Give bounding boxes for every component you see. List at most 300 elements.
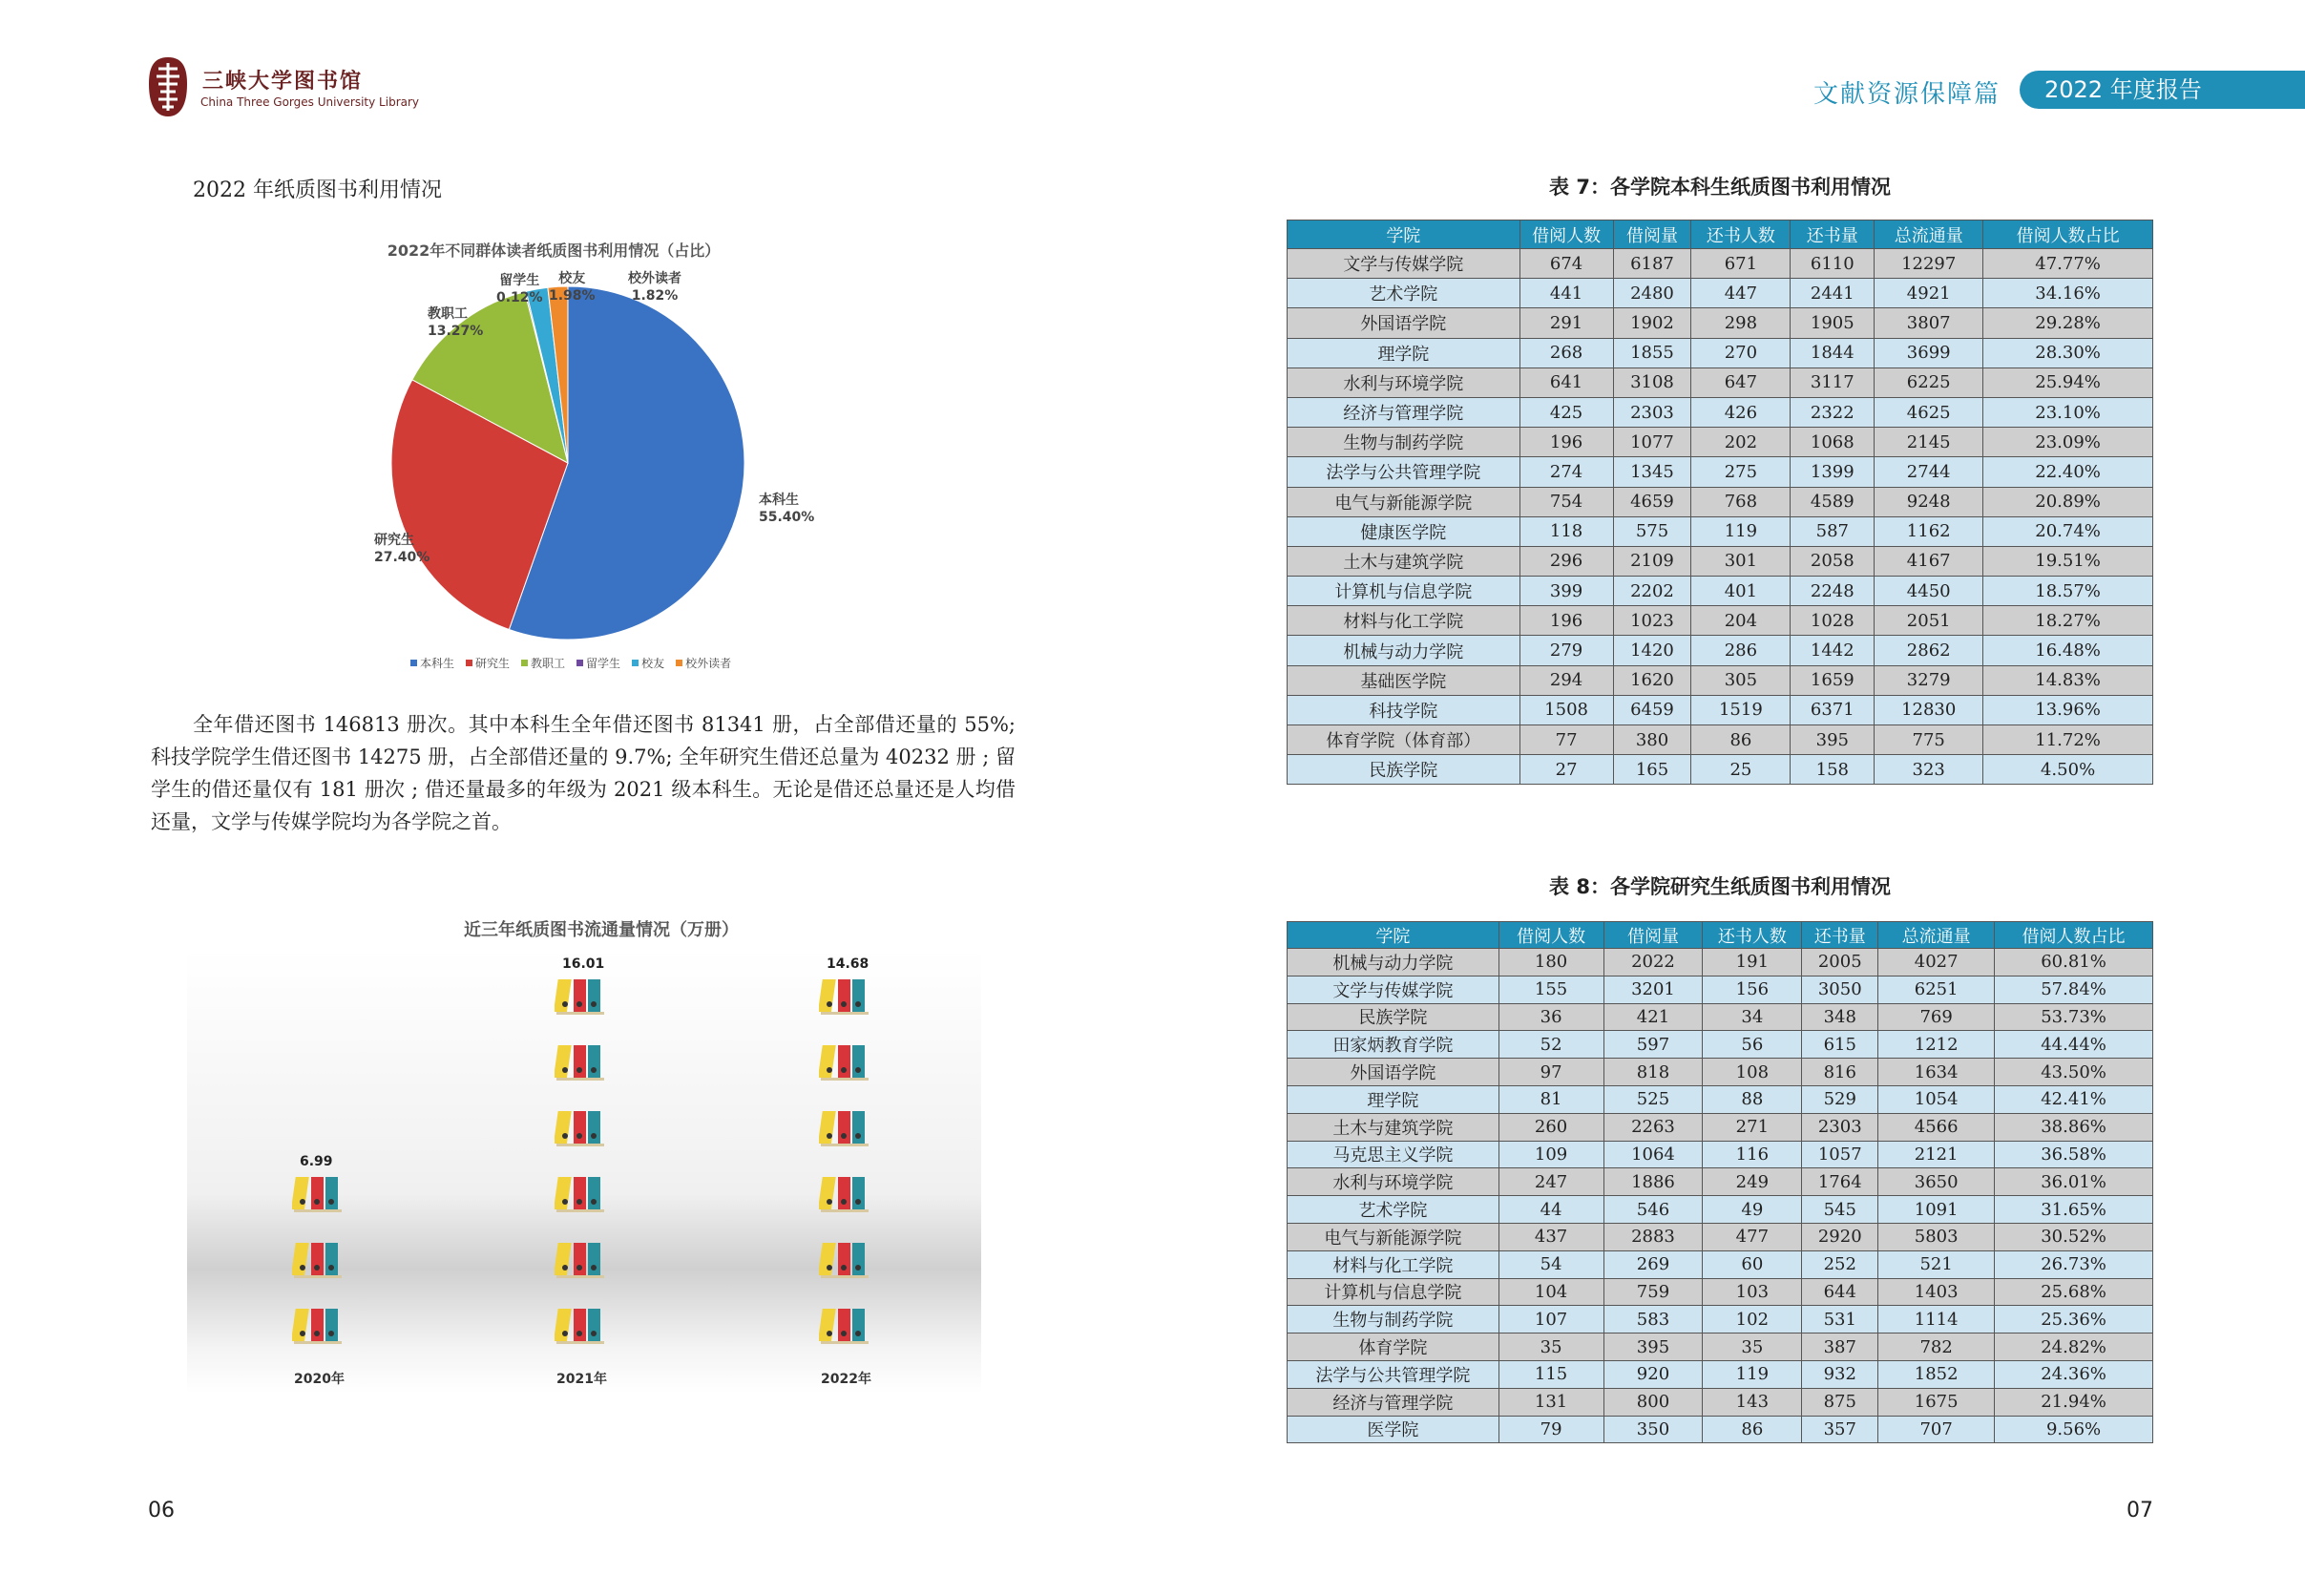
table7-value-cell: 19.51%: [1983, 546, 2153, 576]
legend-swatch: [676, 660, 682, 666]
table8-value-cell: 57.84%: [1995, 976, 2153, 1003]
table7-value-cell: 6187: [1613, 249, 1691, 279]
table7-row: [1288, 695, 2153, 724]
table8-value-cell: 3050: [1802, 976, 1878, 1003]
table7-header-cell: 借阅量: [1613, 220, 1691, 249]
table7-header-cell: 还书量: [1791, 220, 1875, 249]
pie-label-value: 1.98%: [549, 288, 596, 304]
table7-value-cell: 6371: [1791, 695, 1875, 724]
table7-value-cell: 399: [1519, 577, 1613, 606]
table8-value-cell: 437: [1498, 1223, 1603, 1250]
table7-college-cell: 基础医学院: [1288, 665, 1520, 695]
table8-value-cell: 36.58%: [1995, 1141, 2153, 1168]
table8-value-cell: 31.65%: [1995, 1196, 2153, 1224]
table8-value-cell: 156: [1703, 976, 1802, 1003]
table8-row: [1288, 1388, 2153, 1416]
table8-value-cell: 109: [1498, 1141, 1603, 1168]
table8-value-cell: 155: [1498, 976, 1603, 1003]
pie-label-4: [549, 270, 596, 304]
table7-value-cell: 20.74%: [1983, 516, 2153, 546]
table8-value-cell: 2303: [1802, 1113, 1878, 1141]
table8-row: [1288, 1416, 2153, 1443]
table7-value-cell: 1442: [1791, 636, 1875, 665]
table7-row: [1288, 338, 2153, 368]
table8-value-cell: 247: [1498, 1168, 1603, 1196]
pie-label-2: [428, 305, 483, 340]
table7-value-cell: 158: [1791, 755, 1875, 785]
table8-value-cell: 97: [1498, 1059, 1603, 1086]
table8-value-cell: 1064: [1603, 1141, 1703, 1168]
table7-value-cell: 20.89%: [1983, 487, 2153, 516]
table7-row: [1288, 755, 2153, 785]
table8-value-cell: 875: [1802, 1388, 1878, 1416]
table8-college-cell: 经济与管理学院: [1288, 1388, 1499, 1416]
legend-label: 留学生: [586, 657, 621, 670]
table8-value-cell: 1403: [1878, 1278, 1995, 1306]
table7-value-cell: 2202: [1613, 577, 1691, 606]
table7-value-cell: 11.72%: [1983, 725, 2153, 755]
table8-value-cell: 191: [1703, 949, 1802, 976]
table8-value-cell: 21.94%: [1995, 1388, 2153, 1416]
table8-header-row: [1288, 922, 2153, 949]
table7-value-cell: 441: [1519, 279, 1613, 308]
table7-college-cell: 文学与传媒学院: [1288, 249, 1520, 279]
table7-value-cell: 13.96%: [1983, 695, 2153, 724]
table8-value-cell: 86: [1703, 1416, 1802, 1443]
table8-header-cell: 借阅人数: [1498, 922, 1603, 949]
table7-value-cell: 196: [1519, 606, 1613, 636]
table7-value-cell: 3117: [1791, 368, 1875, 397]
table7-college-cell: 计算机与信息学院: [1288, 577, 1520, 606]
table8-value-cell: 4027: [1878, 949, 1995, 976]
table7-value-cell: 6459: [1613, 695, 1691, 724]
table7-value-cell: 4.50%: [1983, 755, 2153, 785]
bar-binder-icon: [555, 1307, 608, 1345]
table7-value-cell: 6225: [1875, 368, 1983, 397]
table8-college-cell: 材料与化工学院: [1288, 1250, 1499, 1278]
bar-binder-icon: [292, 1241, 346, 1279]
summary-text: 全年借还图书 146813 册次。其中本科生全年借还图书 81341 册，占全部借还量的 55%; 科技学院学生借还图书 14275 册，占全部借还量的 9.7%; 全年研究生借还总量为 40232 册 ; 留学生的借还量仅有 181 册次 ; 借还量最多的年级为 2021 级本科生。无论是借还总量还是人均借还量，文学与传媒学院均为各学院之首。: [151, 713, 1016, 833]
pie-label-value: 1.82%: [631, 288, 679, 304]
bar-binder-icon: [819, 1307, 872, 1345]
table7-row: [1288, 428, 2153, 457]
pie-label-3: [496, 272, 543, 306]
bar-binder-icon: [292, 1175, 346, 1213]
table8-row: [1288, 1250, 2153, 1278]
table8-value-cell: 477: [1703, 1223, 1802, 1250]
table7-value-cell: 775: [1875, 725, 1983, 755]
table7-value-cell: 301: [1691, 546, 1791, 576]
table7-value-cell: 4589: [1791, 487, 1875, 516]
legend-label: 本科生: [420, 657, 455, 670]
table7-value-cell: 1068: [1791, 428, 1875, 457]
table7-value-cell: 1844: [1791, 338, 1875, 368]
bar-chart: [187, 949, 981, 1394]
table8-value-cell: 44: [1498, 1196, 1603, 1224]
table7-value-cell: 1345: [1613, 457, 1691, 487]
table8-row: [1288, 1360, 2153, 1388]
table7-value-cell: 1420: [1613, 636, 1691, 665]
legend-item: [410, 655, 454, 671]
summary-paragraph: [151, 708, 1016, 838]
table8-row: [1288, 1196, 2153, 1224]
table7-value-cell: 2441: [1791, 279, 1875, 308]
table7-college-cell: 艺术学院: [1288, 279, 1520, 308]
table8-value-cell: 260: [1498, 1113, 1603, 1141]
table8-value-cell: 5803: [1878, 1223, 1995, 1250]
table7-value-cell: 2862: [1875, 636, 1983, 665]
pie-label-name: 研究生: [374, 533, 414, 548]
table7-row: [1288, 279, 2153, 308]
table8-value-cell: 1675: [1878, 1388, 1995, 1416]
table8-college-cell: 文学与传媒学院: [1288, 976, 1499, 1003]
table7-value-cell: 25.94%: [1983, 368, 2153, 397]
table7-college-cell: 健康医学院: [1288, 516, 1520, 546]
table8-value-cell: 54: [1498, 1250, 1603, 1278]
bar-category-label: 2022年: [821, 1372, 871, 1387]
table7-value-cell: 1659: [1791, 665, 1875, 695]
table7-value-cell: 447: [1691, 279, 1791, 308]
table7-caption: 表 7：各学院本科生纸质图书利用情况: [1549, 176, 1891, 199]
table7-value-cell: 3699: [1875, 338, 1983, 368]
table7-row: [1288, 308, 2153, 338]
table7-value-cell: 4921: [1875, 279, 1983, 308]
table7-value-cell: 12297: [1875, 249, 1983, 279]
table8-value-cell: 1852: [1878, 1360, 1995, 1388]
legend-swatch: [521, 660, 528, 666]
report-year-badge: 2022 年度报告: [2020, 71, 2305, 109]
table8-value-cell: 25.68%: [1995, 1278, 2153, 1306]
table8-header-cell: 还书量: [1802, 922, 1878, 949]
table7-row: [1288, 546, 2153, 576]
table7-value-cell: 587: [1791, 516, 1875, 546]
table8-value-cell: 271: [1703, 1113, 1802, 1141]
section-title: 文献资源保障篇: [1813, 80, 2001, 109]
table8-value-cell: 583: [1603, 1306, 1703, 1334]
pie-label-0: [759, 492, 814, 526]
table8-value-cell: 35: [1703, 1334, 1802, 1361]
table8-row: [1288, 1003, 2153, 1031]
table8-value-cell: 3650: [1878, 1168, 1995, 1196]
table8-value-cell: 525: [1603, 1085, 1703, 1113]
table7-value-cell: 2109: [1613, 546, 1691, 576]
legend-item: [521, 655, 565, 671]
table8-value-cell: 1764: [1802, 1168, 1878, 1196]
table8-value-cell: 2920: [1802, 1223, 1878, 1250]
table8-row: [1288, 1085, 2153, 1113]
table7-value-cell: 18.57%: [1983, 577, 2153, 606]
table7-value-cell: 4167: [1875, 546, 1983, 576]
table8-value-cell: 269: [1603, 1250, 1703, 1278]
table8-value-cell: 104: [1498, 1278, 1603, 1306]
table8-header-cell: 借阅人数占比: [1995, 922, 2153, 949]
table8-college-cell: 马克思主义学院: [1288, 1141, 1499, 1168]
table7-value-cell: 1855: [1613, 338, 1691, 368]
table8-value-cell: 30.52%: [1995, 1223, 2153, 1250]
legend-item: [676, 655, 731, 671]
table7-value-cell: 12830: [1875, 695, 1983, 724]
table8-header-cell: 总流通量: [1878, 922, 1995, 949]
table7-value-cell: 196: [1519, 428, 1613, 457]
table8-value-cell: 103: [1703, 1278, 1802, 1306]
pie-label-name: 教职工: [428, 306, 468, 322]
table7-value-cell: 2480: [1613, 279, 1691, 308]
table7-value-cell: 401: [1691, 577, 1791, 606]
table7-row: [1288, 368, 2153, 397]
table7-value-cell: 29.28%: [1983, 308, 2153, 338]
pie-label-name: 本科生: [759, 493, 799, 508]
table8-value-cell: 769: [1878, 1003, 1995, 1031]
table8-college-cell: 外国语学院: [1288, 1059, 1499, 1086]
page-number-left: 06: [148, 1499, 175, 1522]
pie-label-value: 0.12%: [496, 290, 543, 305]
legend-label: 教职工: [531, 657, 566, 670]
table7-row: [1288, 577, 2153, 606]
bar-category-label: 2020年: [294, 1372, 345, 1387]
table7-header-cell: 还书人数: [1691, 220, 1791, 249]
table8-college-cell: 医学院: [1288, 1416, 1499, 1443]
legend-swatch: [466, 660, 472, 666]
table7-header-cell: 借阅人数占比: [1983, 220, 2153, 249]
table7-college-cell: 电气与新能源学院: [1288, 487, 1520, 516]
bar-binder-icon: [819, 1109, 872, 1147]
table8-college-cell: 机械与动力学院: [1288, 949, 1499, 976]
table7-college-cell: 机械与动力学院: [1288, 636, 1520, 665]
table7-value-cell: 323: [1875, 755, 1983, 785]
table7-value-cell: 641: [1519, 368, 1613, 397]
table8-college-cell: 计算机与信息学院: [1288, 1278, 1499, 1306]
table7-value-cell: 23.09%: [1983, 428, 2153, 457]
table8-value-cell: 42.41%: [1995, 1085, 2153, 1113]
table8-row: [1288, 1306, 2153, 1334]
table7-value-cell: 270: [1691, 338, 1791, 368]
table8-value-cell: 35: [1498, 1334, 1603, 1361]
pie-label-name: 留学生: [499, 273, 540, 288]
table8-value-cell: 88: [1703, 1085, 1802, 1113]
bar-value-label: 16.01: [562, 956, 605, 972]
table8-row: [1288, 1334, 2153, 1361]
table8-value-cell: 131: [1498, 1388, 1603, 1416]
table8-value-cell: 81: [1498, 1085, 1603, 1113]
table8-value-cell: 357: [1802, 1416, 1878, 1443]
table7-value-cell: 2322: [1791, 397, 1875, 427]
table8-value-cell: 529: [1802, 1085, 1878, 1113]
table8-value-cell: 2263: [1603, 1113, 1703, 1141]
bar-binder-icon: [819, 1175, 872, 1213]
table8-row: [1288, 1031, 2153, 1059]
legend-swatch: [410, 660, 417, 666]
table8-value-cell: 2883: [1603, 1223, 1703, 1250]
bar-binder-icon: [555, 1043, 608, 1082]
table7-row: [1288, 487, 2153, 516]
table8-value-cell: 2121: [1878, 1141, 1995, 1168]
table7-college-cell: 水利与环境学院: [1288, 368, 1520, 397]
library-name-en: China Three Gorges University Library: [200, 95, 420, 109]
table8-value-cell: 9.56%: [1995, 1416, 2153, 1443]
table7-value-cell: 426: [1691, 397, 1791, 427]
table7-value-cell: 2303: [1613, 397, 1691, 427]
table8-value-cell: 546: [1603, 1196, 1703, 1224]
table8-value-cell: 252: [1802, 1250, 1878, 1278]
legend-label: 校友: [641, 657, 665, 670]
table7-row: [1288, 725, 2153, 755]
table7-value-cell: 118: [1519, 516, 1613, 546]
table7-value-cell: 3279: [1875, 665, 1983, 695]
table7-row: [1288, 636, 2153, 665]
table8-row: [1288, 1141, 2153, 1168]
table7-value-cell: 27: [1519, 755, 1613, 785]
table7-value-cell: 647: [1691, 368, 1791, 397]
library-name-cn: 三峡大学图书馆: [202, 69, 364, 94]
table8-value-cell: 421: [1603, 1003, 1703, 1031]
table8-value-cell: 60: [1703, 1250, 1802, 1278]
table8-value-cell: 348: [1802, 1003, 1878, 1031]
table8-value-cell: 25.36%: [1995, 1306, 2153, 1334]
table7-header-row: [1288, 220, 2153, 249]
table7-row: [1288, 457, 2153, 487]
legend-swatch: [576, 660, 583, 666]
table7-value-cell: 291: [1519, 308, 1613, 338]
legend-item: [466, 655, 510, 671]
table8-value-cell: 707: [1878, 1416, 1995, 1443]
table8-college-cell: 艺术学院: [1288, 1196, 1499, 1224]
table8-value-cell: 2005: [1802, 949, 1878, 976]
table7-header-cell: 借阅人数: [1519, 220, 1613, 249]
table8-row: [1288, 1168, 2153, 1196]
table7-value-cell: 1905: [1791, 308, 1875, 338]
table8-value-cell: 1634: [1878, 1059, 1995, 1086]
pie-label-value: 55.40%: [759, 510, 815, 525]
table7-value-cell: 754: [1519, 487, 1613, 516]
table7-value-cell: 14.83%: [1983, 665, 2153, 695]
table8: [1287, 921, 2153, 1443]
table7-row: [1288, 665, 2153, 695]
table7-value-cell: 9248: [1875, 487, 1983, 516]
table8-value-cell: 143: [1703, 1388, 1802, 1416]
table7: [1287, 220, 2153, 785]
table8-value-cell: 920: [1603, 1360, 1703, 1388]
table8-header-cell: 学院: [1288, 922, 1499, 949]
library-seal-logo: [145, 55, 191, 118]
table7-value-cell: 4659: [1613, 487, 1691, 516]
table8-value-cell: 119: [1703, 1360, 1802, 1388]
table7-value-cell: 1519: [1691, 695, 1791, 724]
table7-college-cell: 经济与管理学院: [1288, 397, 1520, 427]
table7-value-cell: 6110: [1791, 249, 1875, 279]
table8-value-cell: 116: [1703, 1141, 1802, 1168]
pie-label-name: 校友: [558, 271, 586, 286]
table7-value-cell: 395: [1791, 725, 1875, 755]
table7-value-cell: 47.77%: [1983, 249, 2153, 279]
table7-value-cell: 2145: [1875, 428, 1983, 457]
table7-value-cell: 2744: [1875, 457, 1983, 487]
table7-value-cell: 425: [1519, 397, 1613, 427]
table7-value-cell: 4625: [1875, 397, 1983, 427]
table7-college-cell: 生物与制药学院: [1288, 428, 1520, 457]
table7-value-cell: 22.40%: [1983, 457, 2153, 487]
table7-college-cell: 外国语学院: [1288, 308, 1520, 338]
bar-value-label: 6.99: [300, 1154, 333, 1169]
table7-college-cell: 土木与建筑学院: [1288, 546, 1520, 576]
table7-value-cell: 275: [1691, 457, 1791, 487]
legend-swatch: [632, 660, 639, 666]
table7-value-cell: 165: [1613, 755, 1691, 785]
pie-label-1: [374, 532, 430, 566]
table8-row: [1288, 949, 2153, 976]
table8-value-cell: 56: [1703, 1031, 1802, 1059]
table7-value-cell: 575: [1613, 516, 1691, 546]
bar-binder-icon: [819, 1241, 872, 1279]
table7-college-cell: 民族学院: [1288, 755, 1520, 785]
table7-value-cell: 3807: [1875, 308, 1983, 338]
pie-label-5: [628, 270, 681, 304]
table8-row: [1288, 1059, 2153, 1086]
table8-value-cell: 60.81%: [1995, 949, 2153, 976]
bar-binder-icon: [819, 977, 872, 1016]
table7-value-cell: 23.10%: [1983, 397, 2153, 427]
table8-value-cell: 545: [1802, 1196, 1878, 1224]
table8-value-cell: 1091: [1878, 1196, 1995, 1224]
table8-value-cell: 1212: [1878, 1031, 1995, 1059]
table7-value-cell: 2248: [1791, 577, 1875, 606]
table7-college-cell: 材料与化工学院: [1288, 606, 1520, 636]
table7-value-cell: 274: [1519, 457, 1613, 487]
table7-value-cell: 2058: [1791, 546, 1875, 576]
table7-value-cell: 204: [1691, 606, 1791, 636]
table8-college-cell: 生物与制药学院: [1288, 1306, 1499, 1334]
table8-college-cell: 水利与环境学院: [1288, 1168, 1499, 1196]
table8-value-cell: 6251: [1878, 976, 1995, 1003]
table8-value-cell: 26.73%: [1995, 1250, 2153, 1278]
table8-value-cell: 38.86%: [1995, 1113, 2153, 1141]
legend-item: [632, 655, 664, 671]
table8-row: [1288, 976, 2153, 1003]
pie-label-value: 27.40%: [374, 550, 430, 565]
table7-value-cell: 674: [1519, 249, 1613, 279]
pie-label-name: 校外读者: [628, 271, 681, 286]
bar-chart-title: 近三年纸质图书流通量情况（万册）: [464, 920, 739, 940]
table7-row: [1288, 516, 2153, 546]
table8-value-cell: 350: [1603, 1416, 1703, 1443]
table8-value-cell: 615: [1802, 1031, 1878, 1059]
table7-row: [1288, 397, 2153, 427]
table7-value-cell: 268: [1519, 338, 1613, 368]
table8-value-cell: 115: [1498, 1360, 1603, 1388]
table7-value-cell: 3108: [1613, 368, 1691, 397]
table7-value-cell: 1902: [1613, 308, 1691, 338]
table8-value-cell: 34: [1703, 1003, 1802, 1031]
table7-value-cell: 380: [1613, 725, 1691, 755]
table8-value-cell: 108: [1703, 1059, 1802, 1086]
table7-college-cell: 体育学院（体育部）: [1288, 725, 1520, 755]
table8-value-cell: 36.01%: [1995, 1168, 2153, 1196]
table8-college-cell: 法学与公共管理学院: [1288, 1360, 1499, 1388]
table8-value-cell: 932: [1802, 1360, 1878, 1388]
table8-value-cell: 24.82%: [1995, 1334, 2153, 1361]
table7-value-cell: 4450: [1875, 577, 1983, 606]
table7-value-cell: 86: [1691, 725, 1791, 755]
table7-value-cell: 1620: [1613, 665, 1691, 695]
table7-value-cell: 25: [1691, 755, 1791, 785]
pie-label-value: 13.27%: [428, 324, 484, 339]
table7-value-cell: 2051: [1875, 606, 1983, 636]
table7-college-cell: 理学院: [1288, 338, 1520, 368]
table8-value-cell: 1886: [1603, 1168, 1703, 1196]
table7-value-cell: 34.16%: [1983, 279, 2153, 308]
table7-value-cell: 202: [1691, 428, 1791, 457]
table7-row: [1288, 606, 2153, 636]
table8-header-cell: 还书人数: [1703, 922, 1802, 949]
